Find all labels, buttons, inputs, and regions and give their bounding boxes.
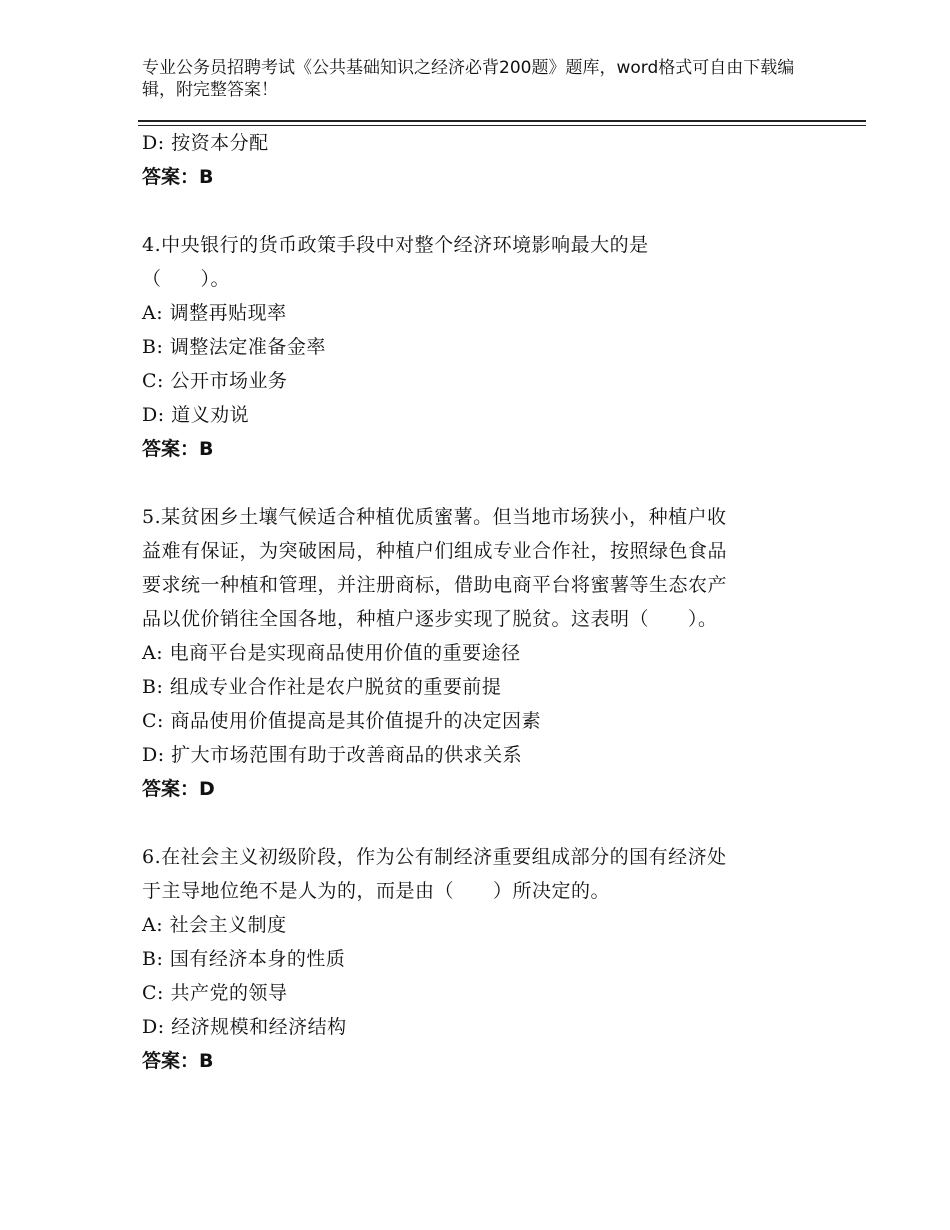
question-5-option-c: C: 商品使用价值提高是其价值提升的决定因素	[142, 710, 541, 732]
question-4-answer: 答案：B	[142, 438, 214, 460]
question-6-stem-line-2: 于主导地位绝不是人为的，而是由（ ）所决定的。	[142, 880, 611, 902]
spacer	[142, 806, 802, 840]
question-4-option-d: D: 道义劝说	[142, 404, 250, 426]
spacer	[142, 194, 802, 228]
answer: 答案：B	[142, 166, 214, 188]
question-5-answer: 答案：D	[142, 778, 215, 800]
question-6-option-c: C: 共产党的领导	[142, 982, 288, 1004]
header-rule-thick	[138, 120, 866, 122]
question-4-option-a: A: 调整再贴现率	[142, 302, 287, 324]
question-5-option-d: D: 扩大市场范围有助于改善商品的供求关系	[142, 744, 523, 766]
question-5-stem-line-3: 要求统一种植和管理，并注册商标，借助电商平台将蜜薯等生态农产	[142, 574, 728, 596]
question-5-stem-line-1: 5.某贫困乡土壤气候适合种植优质蜜薯。但当地市场狭小，种植户收	[142, 506, 727, 528]
question-5-stem-line-4: 品以优价销往全国各地，种植户逐步实现了脱贫。这表明（ ）。	[142, 608, 718, 630]
option-d: D: 按资本分配	[142, 132, 269, 154]
question-5-option-a: A: 电商平台是实现商品使用价值的重要途径	[142, 642, 521, 664]
question-4-stem-line-2: （ ）。	[142, 268, 231, 290]
question-6-stem-line-1: 6.在社会主义初级阶段，作为公有制经济重要组成部分的国有经济处	[142, 846, 727, 868]
question-4-stem-line-1: 4.中央银行的货币政策手段中对整个经济环境影响最大的是	[142, 234, 649, 256]
question-6-option-b: B: 国有经济本身的性质	[142, 948, 346, 970]
spacer	[142, 466, 802, 500]
question-content	[142, 126, 802, 1078]
question-4-option-b: B: 调整法定准备金率	[142, 336, 326, 358]
question-5-stem-line-2: 益难有保证，为突破困局，种植户们组成专业合作社，按照绿色食品	[142, 540, 728, 562]
question-6-option-d: D: 经济规模和经济结构	[142, 1016, 347, 1038]
question-6-answer: 答案：B	[142, 1050, 214, 1072]
document-header: 专业公务员招聘考试《公共基础知识之经济必背200题》题库，word格式可自由下载编辑，附完整答案！	[142, 58, 795, 100]
question-4-option-c: C: 公开市场业务	[142, 370, 288, 392]
question-6-option-a: A: 社会主义制度	[142, 914, 287, 936]
question-5-option-b: B: 组成专业合作社是农户脱贫的重要前提	[142, 676, 502, 698]
